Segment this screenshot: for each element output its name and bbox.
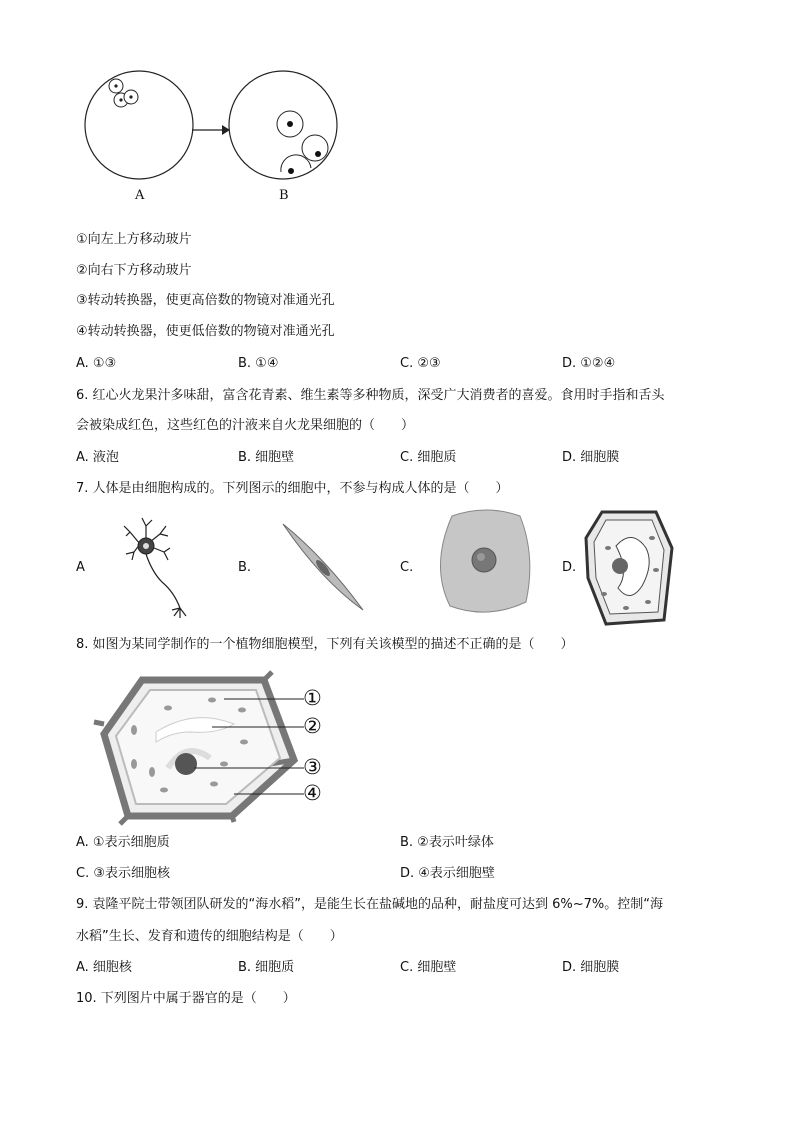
muscle-cell-image: [275, 518, 375, 618]
q9-option-c[interactable]: C. 细胞壁: [400, 960, 457, 975]
q8-marker-1: ①: [303, 686, 322, 710]
q9-stem-line1: 9. 袁隆平院士带领团队研发的“海水稻”，是能生长在盐碱地的品种，耐盐度可达到 6%~7%。控制“海: [76, 897, 664, 912]
plant-cell-model-diagram: [94, 672, 374, 827]
q6-option-a[interactable]: A. 液泡: [76, 450, 119, 465]
q5-option-b[interactable]: B. ①④: [238, 356, 279, 371]
q9-option-a[interactable]: A. 细胞核: [76, 960, 132, 975]
q8-option-c[interactable]: C. ③表示细胞核: [76, 866, 170, 881]
q5-statement-3: ③转动转换器，使更高倍数的物镜对准通光孔: [76, 293, 335, 308]
q8-option-a[interactable]: A. ①表示细胞质: [76, 835, 170, 850]
q7-option-b-label[interactable]: B.: [238, 560, 252, 575]
plant-cell-image: [582, 508, 678, 628]
q5-statement-4: ④转动转换器，使更低倍数的物镜对准通光孔: [76, 324, 335, 339]
q7-option-a-label[interactable]: A: [76, 560, 85, 575]
q5-option-d[interactable]: D. ①②④: [562, 356, 616, 371]
q8-marker-2: ②: [303, 714, 322, 738]
q5-statement-1: ①向左上方移动玻片: [76, 232, 192, 247]
q8-option-d[interactable]: D. ④表示细胞壁: [400, 866, 495, 881]
arrow-icon: [192, 124, 232, 136]
q9-stem-line2: 水稻”生长、发育和遗传的细胞结构是（ ）: [76, 929, 343, 944]
q9-option-b[interactable]: B. 细胞质: [238, 960, 295, 975]
q8-stem: 8. 如图为某同学制作的一个植物细胞模型，下列有关该模型的描述不正确的是（ ）: [76, 637, 574, 652]
q5-option-c[interactable]: C. ②③: [400, 356, 441, 371]
round-cell-image: [434, 506, 538, 618]
q6-option-d[interactable]: D. 细胞膜: [562, 450, 620, 465]
q10-stem: 10. 下列图片中属于器官的是（ ）: [76, 991, 296, 1006]
figure-label-a: A: [135, 188, 145, 203]
q5-statement-2: ②向右下方移动玻片: [76, 263, 192, 278]
q5-option-a[interactable]: A. ①③: [76, 356, 117, 371]
q8-marker-3: ③: [303, 755, 322, 779]
q7-stem: 7. 人体是由细胞构成的。下列图示的细胞中，不参与构成人体的是（ ）: [76, 481, 509, 496]
q9-option-d[interactable]: D. 细胞膜: [562, 960, 620, 975]
q6-stem-line2: 会被染成红色，这些红色的汁液来自火龙果细胞的（ ）: [76, 418, 415, 433]
q8-marker-4: ④: [303, 781, 322, 805]
q8-option-b[interactable]: B. ②表示叶绿体: [400, 835, 494, 850]
q6-stem-line1: 6. 红心火龙果汁多味甜，富含花青素、维生素等多种物质，深受广大消费者的喜爱。食用时手指和舌头: [76, 388, 665, 403]
q6-option-c[interactable]: C. 细胞质: [400, 450, 457, 465]
q7-option-c-label[interactable]: C.: [400, 560, 414, 575]
figure-label-b: B: [279, 188, 289, 203]
q7-option-d-label[interactable]: D.: [562, 560, 577, 575]
q6-option-b[interactable]: B. 细胞壁: [238, 450, 295, 465]
neuron-cell-image: [112, 512, 192, 622]
